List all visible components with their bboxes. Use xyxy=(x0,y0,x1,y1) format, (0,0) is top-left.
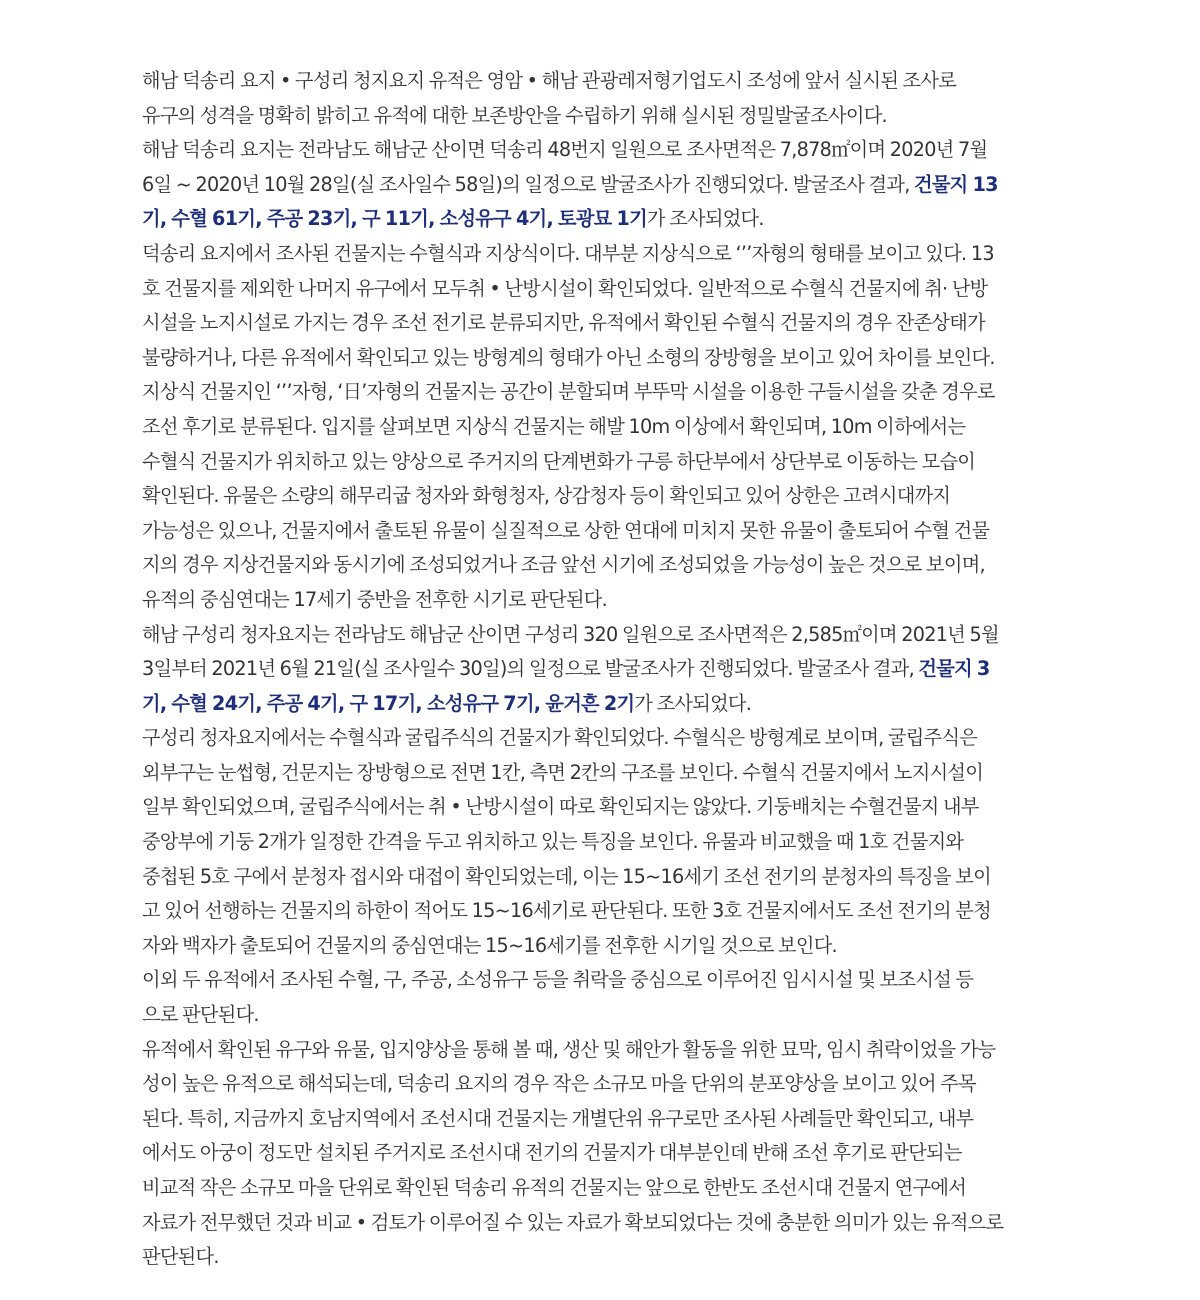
line-text: 비교적 작은 소규모 마을 단위로 확인된 덕송리 유적의 건물지는 앞으로 한반도 조선시대 건물지 연구에서 xyxy=(142,1176,967,1199)
text-line xyxy=(142,860,1072,895)
line-text: 시설을 노지시설로 가지는 경우 조선 전기로 분류되지만, 유적에서 확인된 수혈식 건물지의 경우 잔존상태가 xyxy=(142,311,985,335)
line-text: 고 있어 선행하는 건물지의 하한이 적어도 15~16세기로 판단된다. 또한 3호 건물지에서도 조선 전기의 분청 xyxy=(142,899,991,923)
text-line xyxy=(142,618,1072,653)
text-line xyxy=(142,99,1072,134)
line-text: 에서도 아궁이 정도만 설치된 주거지로 조선시대 전기의 건물지가 대부분인데 반해 조선 후기로 판단되는 xyxy=(142,1141,962,1165)
line-text: 덕송리 요지에서 조사된 건물지는 수혈식과 지상식이다. 대부분 지상식으로 ‘’’자형의 형태를 보이고 있다. 13 xyxy=(142,241,994,265)
line-text: 성이 높은 유적으로 해석되는데, 덕송리 요지의 경우 작은 소규모 마을 단위의 분포양상을 보이고 있어 주목 xyxy=(142,1072,976,1096)
text-line xyxy=(142,721,1072,756)
text-line xyxy=(142,133,1072,168)
line-text: 일부 확인되었으며, 굴립주식에서는 취 • 난방시설이 따로 확인되지는 않았다. 기둥배치는 수혈건물지 내부 xyxy=(142,795,979,819)
text-line xyxy=(142,1033,1072,1068)
text-line xyxy=(142,548,1072,583)
line-text: 확인된다. 유물은 소량의 해무리굽 청자와 화형청자, 상감청자 등이 확인되고 있어 상한은 고려시대까지 xyxy=(142,484,951,508)
text-line xyxy=(142,998,1072,1033)
text-line xyxy=(142,479,1072,514)
line-text: 가능성은 있으나, 건물지에서 출토된 유물이 실질적으로 상한 연대에 미치지 못한 유물이 출토되어 수혈 건물 xyxy=(142,518,990,542)
text-line xyxy=(142,514,1072,549)
text-line xyxy=(142,341,1072,376)
line-text: 판단된다. xyxy=(142,1245,219,1269)
text-line xyxy=(142,306,1072,341)
line-text: 유구의 성격을 명확히 밝히고 유적에 대한 보존방안을 수립하기 위해 실시된 정밀발굴조사이다. xyxy=(142,103,887,127)
text-line xyxy=(142,687,1072,722)
text-line xyxy=(142,963,1072,998)
text-line xyxy=(142,1240,1072,1275)
text-line xyxy=(142,756,1072,791)
line-text: 호 건물지를 제외한 나머지 유구에서 모두취 • 난방시설이 확인되었다. 일반적으로 수혈식 건물지에 취· 난방 xyxy=(142,276,988,300)
line-text: 지상식 건물지인 ‘’’자형, ‘日’자형의 건물지는 공간이 분할되며 부뚜막 시설을 이용한 구들시설을 갖춘 경우로 xyxy=(142,380,995,404)
highlight-text: 건물지 3 xyxy=(918,657,990,681)
text-line xyxy=(142,1067,1072,1102)
text-line xyxy=(142,790,1072,825)
line-text: 구성리 청자요지에서는 수혈식과 굴립주식의 건물지가 확인되었다. 수혈식은 방형계로 보이며, 굴립주식은 xyxy=(142,726,978,750)
text-line xyxy=(142,1206,1072,1241)
line-text: 지의 경우 지상건물지와 동시기에 조성되었거나 조금 앞선 시기에 조성되었을 가능성이 높은 것으로 보이며, xyxy=(142,553,985,577)
text-line xyxy=(142,272,1072,307)
text-line xyxy=(142,237,1072,272)
line-text: 수혈식 건물지가 위치하고 있는 양상으로 주거지의 단계변화가 구릉 하단부에서 상단부로 이동하는 모습이 xyxy=(142,449,976,473)
text-line xyxy=(142,410,1072,445)
line-text: 해남 덕송리 요지는 전라남도 해남군 산이면 덕송리 48번지 일원으로 조사면적은 7,878㎡이며 2020년 7월 xyxy=(142,138,988,162)
text-line xyxy=(142,894,1072,929)
highlight-text: 건물지 13 xyxy=(914,172,998,196)
line-text: 3일부터 2021년 6월 21일(실 조사일수 30일)의 일정으로 발굴조사가 진행되었다. 발굴조사 결과, xyxy=(142,657,919,681)
text-line xyxy=(142,445,1072,480)
line-text: 조선 후기로 분류된다. 입지를 살펴보면 지상식 건물지는 해발 10m 이상에서 확인되며, 10m 이하에서는 xyxy=(142,414,966,438)
text-line xyxy=(142,1136,1072,1171)
line-text: 6일 ~ 2020년 10월 28일(실 조사일수 58일)의 일정으로 발굴조사가 진행되었다. 발굴조사 결과, xyxy=(142,172,915,196)
article-body xyxy=(142,64,1072,1275)
text-line xyxy=(142,583,1072,618)
line-text: 자와 백자가 출토되어 건물지의 중심연대는 15~16세기를 전후한 시기일 것으로 보인다. xyxy=(142,933,837,957)
line-text: 중앙부에 기둥 2개가 일정한 간격을 두고 위치하고 있는 특징을 보인다. 유물과 비교했을 때 1호 건물지와 xyxy=(142,830,964,854)
line-text: 가 조사되었다. xyxy=(634,691,752,715)
highlight-text: 기, 수혈 24기, 주공 4기, 구 17기, 소성유구 7기, 윤거흔 2기 xyxy=(142,691,635,715)
line-text: 중첩된 5호 구에서 분청자 접시와 대접이 확인되었는데, 이는 15~16세기 조선 전기의 분청자의 특징을 보이 xyxy=(142,864,991,888)
line-text: 가 조사되었다. xyxy=(646,207,764,231)
text-line xyxy=(142,375,1072,410)
text-line xyxy=(142,825,1072,860)
text-line xyxy=(142,929,1072,964)
line-text: 외부구는 눈썹형, 건문지는 장방형으로 전면 1칸, 측면 2칸의 구조를 보인다. 수혈식 건물지에서 노지시설이 xyxy=(142,760,984,784)
highlight-text: 기, 수혈 61기, 주공 23기, 구 11기, 소성유구 4기, 토광묘 1기 xyxy=(142,207,647,231)
text-line xyxy=(142,1102,1072,1137)
text-line xyxy=(142,1171,1072,1206)
line-text: 해남 덕송리 요지 • 구성리 청지요지 유적은 영암 • 해남 관광레저형기업도시 조성에 앞서 실시된 조사로 xyxy=(142,69,957,92)
line-text: 으로 판단된다. xyxy=(142,1003,259,1027)
text-line xyxy=(142,64,1072,99)
line-text: 이외 두 유적에서 조사된 수혈, 구, 주공, 소성유구 등을 취락을 중심으로 이루어진 임시시설 및 보조시설 등 xyxy=(142,968,974,992)
line-text: 유적의 중심연대는 17세기 중반을 전후한 시기로 판단된다. xyxy=(142,587,608,611)
line-text: 유적에서 확인된 유구와 유물, 입지양상을 통해 볼 때, 생산 및 해안가 활동을 위한 묘막, 임시 취락이었을 가능 xyxy=(142,1037,996,1061)
line-text: 자료가 전무했던 것과 비교 • 검토가 이루어질 수 있는 자료가 확보되었다는 것에 충분한 의미가 있는 유적으로 xyxy=(142,1210,1004,1234)
line-text: 해남 구성리 청자요지는 전라남도 해남군 산이면 구성리 320 일원으로 조사면적은 2,585㎡이며 2021년 5월 xyxy=(142,622,999,646)
line-text: 된다. 특히, 지금까지 호남지역에서 조선시대 건물지는 개별단위 유구로만 조사된 사례들만 확인되고, 내부 xyxy=(142,1106,974,1130)
text-line xyxy=(142,202,1072,237)
text-line xyxy=(142,168,1072,203)
line-text: 불량하거나, 다른 유적에서 확인되고 있는 방형계의 형태가 아닌 소형의 장방형을 보이고 있어 차이를 보인다. xyxy=(142,345,995,369)
text-line xyxy=(142,652,1072,687)
